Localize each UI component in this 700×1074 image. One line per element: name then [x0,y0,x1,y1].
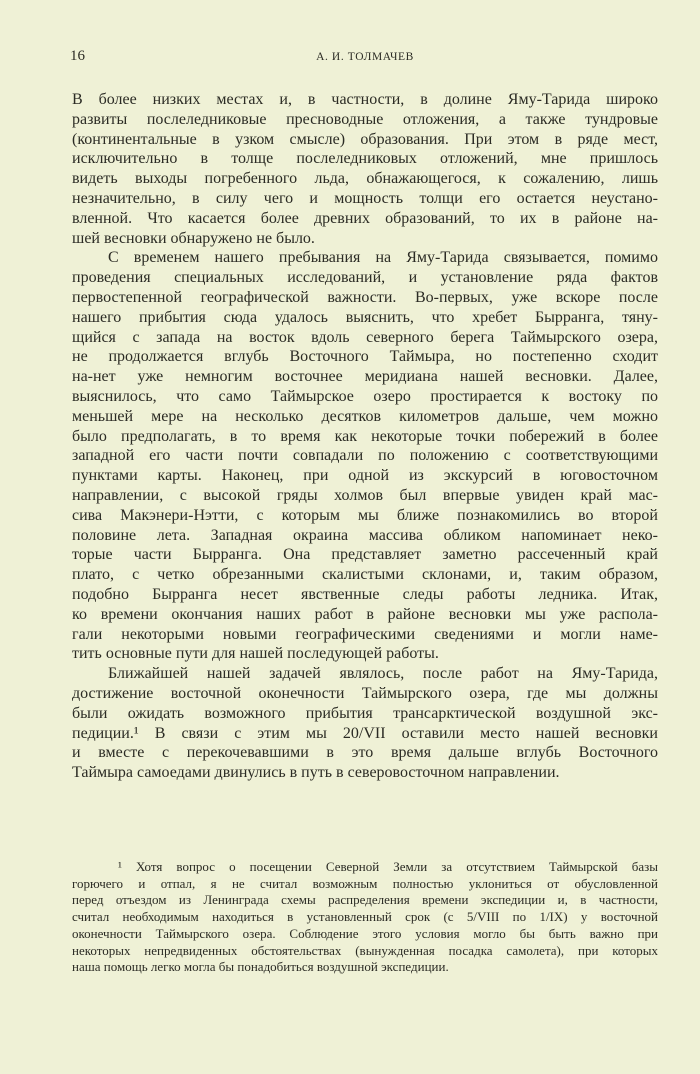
footnote-line: оконечности Таймырского озера. Соблюдение этого условия могло бы быть важно при [72,925,658,941]
text-line: гали некоторыми новыми географическими сведениями и могли наме- [72,625,658,643]
footnote-line: ¹ Хотя вопрос о посещении Северной Земли за отсутствием Таймырской базы [118,859,658,874]
text-line: ко времени окончания наших работ в районе весновки мы уже распола- [72,605,658,623]
footnote-line: некоторых непредвиденных обстоятельствах (вынужденная посадка самолета), при которых [72,942,658,958]
footnote-line: перед отъездом из Ленинграда схемы распределения времени экспедиции и, в частности, [72,892,658,908]
text-line: щийся с запада на восток вдоль северного берега Таймырского озера, [72,328,658,346]
text-line: не продолжается вглубь Восточного Таймыра, но постепенно сходит [72,348,658,366]
paragraph [72,90,658,248]
text-line: направлении, с высокой гряды холмов был впервые увиден край мас- [72,486,658,504]
text-line: вленной. Что касается более древних образований, то их в районе на- [72,209,658,227]
text-line: меньшей мере на несколько десятков километров дальше, чем можно [72,407,658,425]
running-head: А. И. ТОЛМАЧЕВ [316,51,414,63]
text-line: на-нет уже немногим восточнее меридиана нашей весновки. Далее, [72,368,658,386]
text-line: развиты послеледниковые пресноводные отложения, а также тундровые [72,110,658,128]
text-line: пунктами карты. Наконец, при одной из экскурсий в юговосточном [72,467,658,485]
text-line: нашего прибытия сюда удалось выяснить, что хребет Бырранга, тяну- [72,308,658,326]
text-line: незначительно, в силу чего и мощность толщи его остается неустано- [72,189,658,207]
text-line: тить основные пути для нашей последующей работы. [72,645,439,663]
text-line: В более низких местах и, в частности, в долине Яму-Тарида широко [72,91,658,108]
text-line: (континентальные в узком смысле) образования. При этом в ряде мест, [72,130,658,148]
footnote-line: горючего и отпал, я не считал возможным полностью уклониться от обусловленной [72,875,658,891]
page-number: 16 [70,48,85,64]
text-line: достижение восточной оконечности Таймырского озера, где мы должны [72,684,658,702]
text-line: было предполагать, в то время как некоторые точки побережий в более [72,427,658,445]
text-line: Таймыра самоедами двинулись в путь в северовосточном направлении. [72,764,560,782]
text-line: С временем нашего пребывания на Яму-Тарида связывается, помимо [108,249,658,267]
text-line: половине лета. Западная окраина массива обликом напоминает неко- [72,526,658,544]
text-line: были ожидать возможного прибытия трансарктической воздушной экс- [72,704,658,722]
footnote [72,859,658,976]
footnote-line: считал необходимым находиться в установленный срок (с 5/VIII по 1/IX) у восточной [72,909,658,925]
text-line: плато, с четко обрезанными скалистыми склонами, и, таким образом, [72,566,658,584]
paragraph [72,664,658,783]
text-line: исключительно в толще послеледниковых отложений, мне пришлось [72,150,658,168]
paragraph [72,248,658,664]
text-line: торые части Бырранга. Она представляет заметно рассеченный край [72,546,658,564]
text-line: сива Макэнери-Нэтти, с которым мы ближе познакомились во второй [72,506,658,524]
body-text [72,90,658,783]
footnote-line: наша помощь легко могла бы понадобиться воздушной экспедиции. [72,959,449,975]
text-line: выяснилось, что само Таймырское озеро простирается к востоку по [72,387,658,405]
text-line: видеть выходы погребенного льда, обнажающегося, к сожалению, лишь [72,170,658,188]
text-line: первостепенной географической важности. Во-первых, уже вскоре после [72,288,658,306]
text-line: шей весновки обнаружено не было. [72,229,315,247]
text-line: проведения специальных исследований, и установление ряда фактов [72,269,658,287]
text-line: педиции.¹ В связи с этим мы 20/VII оставили место нашей весновки [72,724,658,742]
text-line: и вместе с перекочевавшими в это время дальше вглубь Восточного [72,744,658,762]
text-line: подобно Бырранга несет явственные следы работы ледника. Итак, [72,585,658,603]
text-line: западной его части почти совпадали по положению с соответствующими [72,447,658,465]
text-line: Ближайшей нашей задачей являлось, после работ на Яму-Тарида, [108,665,658,683]
